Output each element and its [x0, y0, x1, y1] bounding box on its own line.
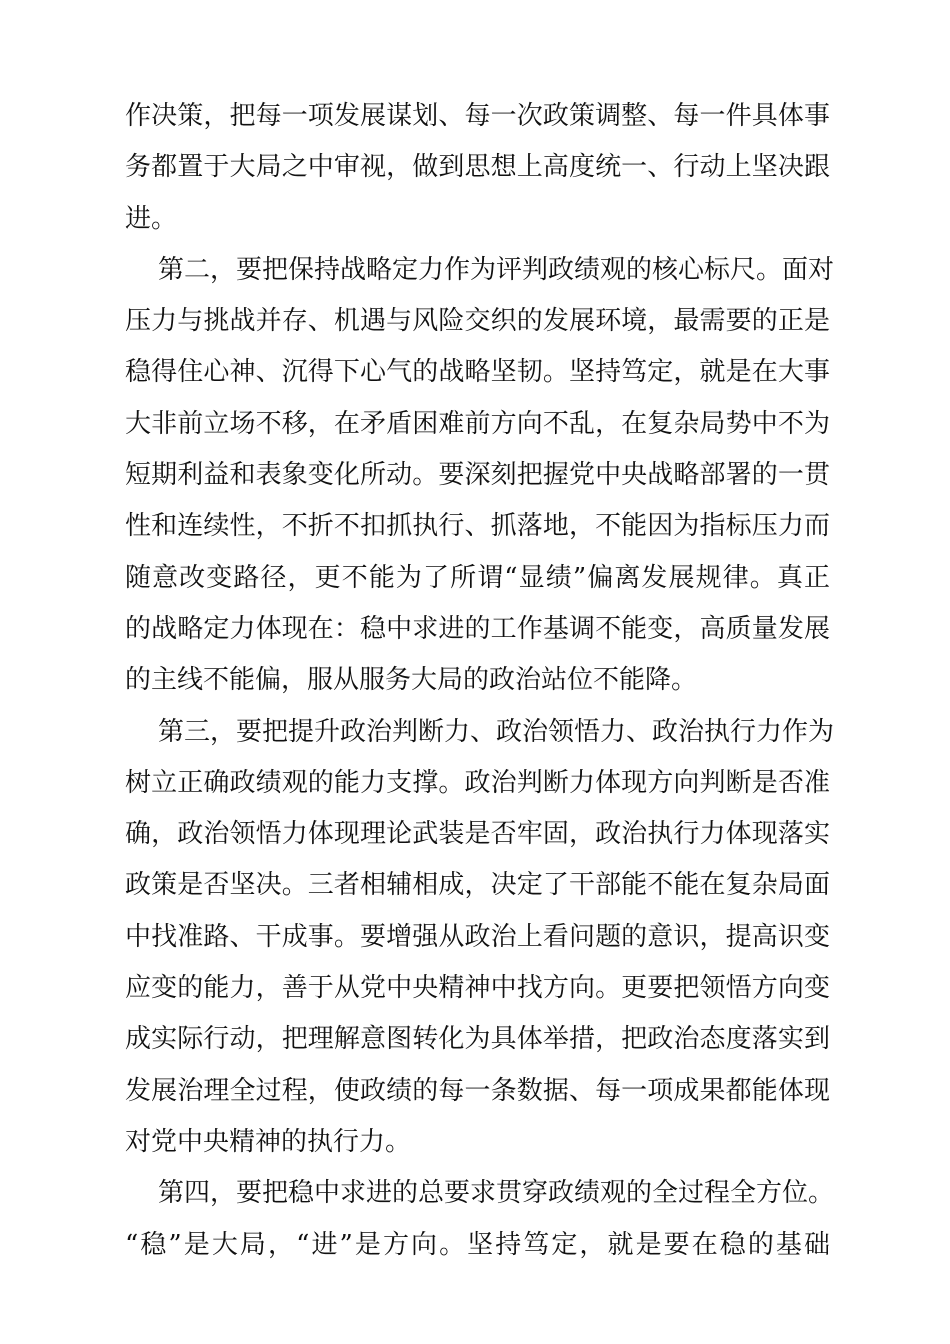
body-text [125, 91, 835, 1271]
text-line: 中找准路、干成事。要增强从政治上看问题的意识，提高识变 [125, 921, 830, 952]
text-line: 树立正确政绩观的能力支撑。政治判断力体现方向判断是否准 [125, 767, 830, 798]
text-line: 压力与挑战并存、机遇与风险交织的发展环境，最需要的正是 [125, 306, 830, 337]
text-line: 性和连续性，不折不扣抓执行、抓落地，不能因为指标压力而 [125, 511, 830, 542]
text-line: 发展治理全过程，使政绩的每一条数据、每一项成果都能体现 [125, 1075, 830, 1106]
text-line: 进。 [125, 203, 178, 234]
text-line: 作决策，把每一项发展谋划、每一次政策调整、每一件具体事 [125, 101, 830, 131]
text-line: 应变的能力，善于从党中央精神中找方向。更要把领悟方向变 [125, 973, 830, 1004]
paragraph-start-line: 第二，要把保持战略定力作为评判政绩观的核心标尺。面对 [158, 254, 835, 285]
text-line: 对党中央精神的执行力。 [125, 1126, 412, 1157]
text-line: 确，政治领悟力体现理论武装是否牢固，政治执行力体现落实 [125, 819, 830, 850]
text-line: 的战略定力体现在：稳中求进的工作基调不能变，高质量发展 [125, 613, 830, 644]
text-line: 成实际行动，把理解意图转化为具体举措，把政治态度落实到 [125, 1024, 830, 1055]
text-line: 稳得住心神、沉得下心气的战略坚韧。坚持笃定，就是在大事 [125, 357, 830, 388]
text-line: 的主线不能偏，服从服务大局的政治站位不能降。 [125, 665, 698, 696]
text-line: 大非前立场不移，在矛盾困难前方向不乱，在复杂局势中不为 [125, 408, 830, 439]
text-line: 政策是否坚决。三者相辅相成，决定了干部能不能在复杂局面 [125, 870, 830, 901]
text-line: 短期利益和表象变化所动。要深刻把握党中央战略部署的一贯 [125, 460, 830, 491]
text-line: 随意改变路径，更不能为了所谓“显绩”偏离发展规律。真正 [125, 562, 830, 593]
paragraph-start-line: 第三，要把提升政治判断力、政治领悟力、政治执行力作为 [158, 716, 835, 747]
text-line: “稳”是大局，“进”是方向。坚持笃定，就是要在稳的基础 [125, 1229, 830, 1260]
text-line: 务都置于大局之中审视，做到思想上高度统一、行动上坚决跟 [125, 152, 830, 183]
paragraph-start-line: 第四，要把稳中求进的总要求贯穿政绩观的全过程全方位。 [158, 1178, 835, 1209]
